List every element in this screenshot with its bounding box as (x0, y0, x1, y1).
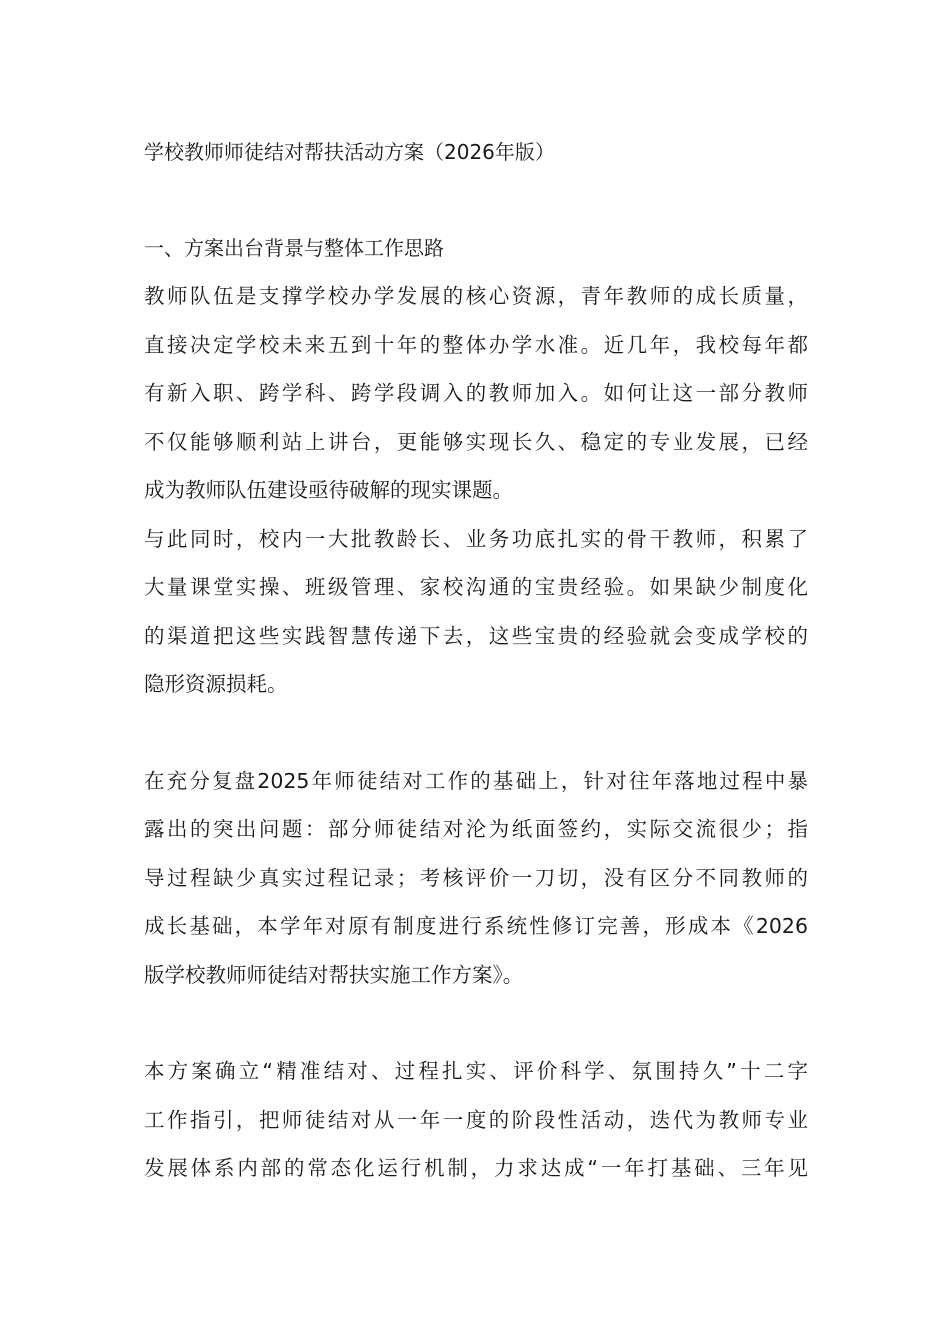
paragraph-line: 直接决定学校未来五到十年的整体办学水准。近几年，我校每年都 (144, 332, 808, 357)
paragraph-line: 导过程缺少真实过程记录；考核评价一刀切，没有区分不同教师的 (144, 865, 808, 890)
paragraph-line: 与此同时，校内一大批教龄长、业务功底扎实的骨干教师，积累了 (144, 526, 808, 551)
paragraph-line: 有新入职、跨学科、跨学段调入的教师加入。如何让这一部分教师 (144, 381, 808, 405)
paragraph-line: 的渠道把这些实践智慧传递下去，这些宝贵的经验就会变成学校的 (144, 623, 808, 648)
document-title: 学校教师师徒结对帮扶活动方案（2026年版） (144, 140, 555, 164)
paragraph-line: 工作指引，把师徒结对从一年一度的阶段性活动，迭代为教师专业 (144, 1107, 808, 1132)
paragraph-experience (144, 515, 808, 709)
blank-line (144, 176, 808, 224)
paragraph-background (144, 272, 808, 515)
paragraph-line: 版学校教师师徒结对帮扶实施工作方案》。 (144, 962, 524, 987)
document-body (144, 128, 808, 1193)
blank-line (144, 709, 808, 757)
paragraph-line: 大量课堂实操、班级管理、家校沟通的宝贵经验。如果缺少制度化 (144, 575, 808, 599)
paragraph-guideline (144, 1047, 808, 1193)
paragraph-line: 发展体系内部的常态化运行机制，力求达成“一年打基础、三年见 (144, 1156, 808, 1180)
paragraph-line: 本方案确立“精准结对、过程扎实、评价科学、氛围持久”十二字 (144, 1059, 808, 1083)
paragraph-line: 不仅能够顺利站上讲台，更能够实现长久、稳定的专业发展，已经 (144, 429, 808, 454)
section-heading: 一、方案出台背景与整体工作思路 (144, 236, 444, 260)
paragraph-line: 在充分复盘2025年师徒结对工作的基础上，针对往年落地过程中暴 (144, 768, 808, 793)
paragraph-line: 成为教师队伍建设亟待破解的现实课题。 (144, 478, 513, 502)
paragraph-line: 隐形资源损耗。 (144, 672, 288, 696)
blank-line (144, 999, 808, 1047)
paragraph-line: 教师队伍是支撑学校办学发展的核心资源，青年教师的成长质量， (144, 284, 808, 308)
paragraph-line: 露出的突出问题：部分师徒结对沦为纸面签约，实际交流很少；指 (144, 817, 808, 841)
paragraph-review (144, 757, 808, 1000)
paragraph-line: 成长基础，本学年对原有制度进行系统性修订完善，形成本《2026 (144, 914, 808, 938)
